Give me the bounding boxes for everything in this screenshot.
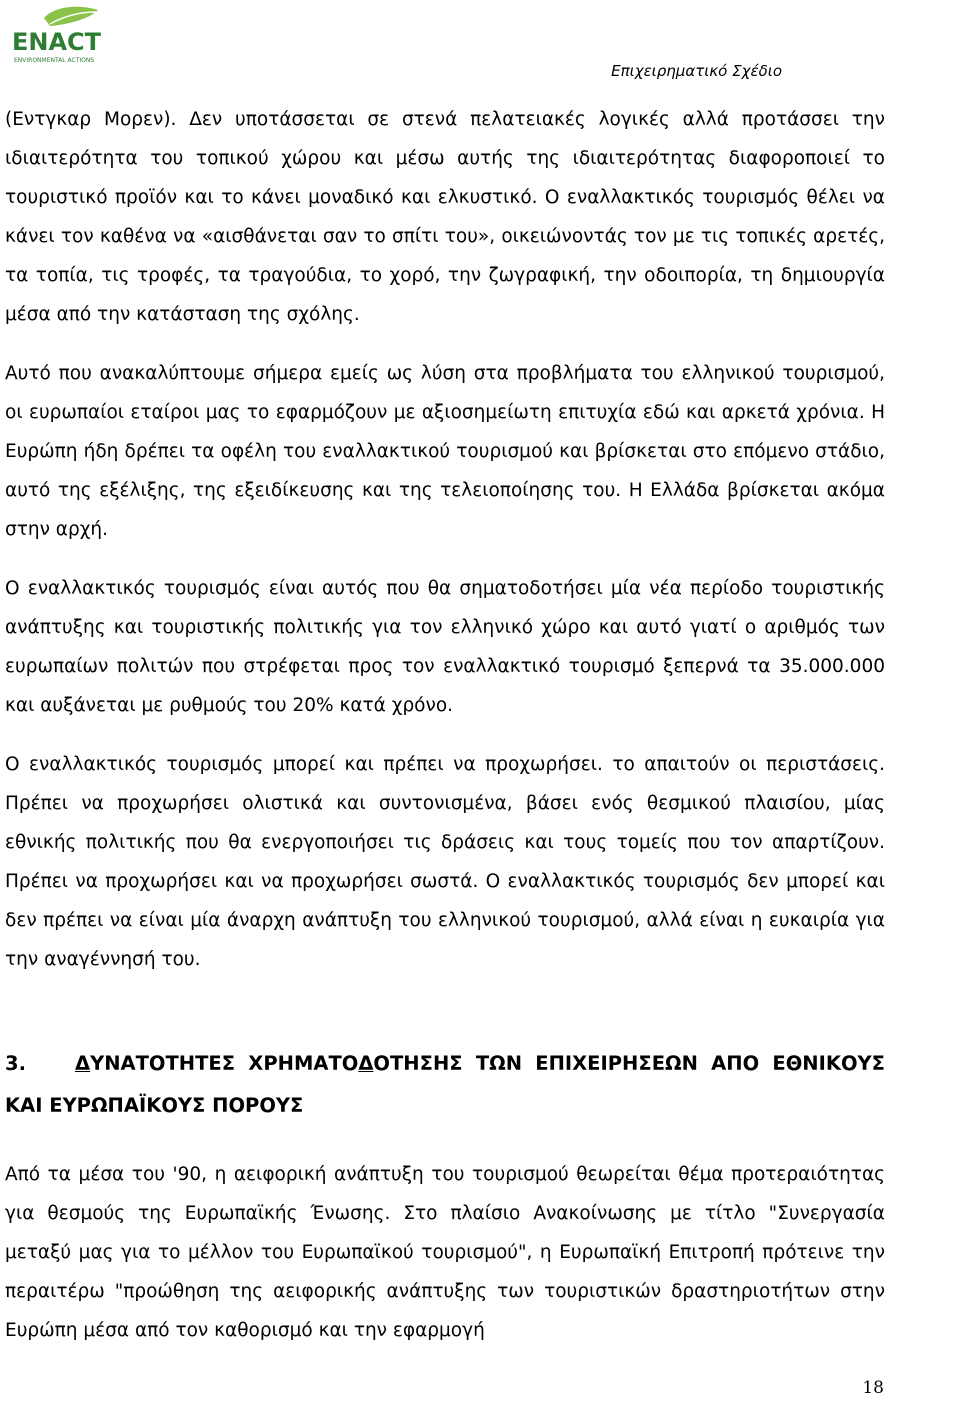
enact-logo [10,4,106,66]
paragraph-3: Ο εναλλακτικός τουρισμός είναι αυτός που θα σηματοδοτήσει μία νέα περίοδο τουριστικής ανάπτυξης και τουριστικής πολιτικής για τον ελληνικό χώρο και αυτό γιατί ο αριθμός των ευρωπαίων πολιτών που στρέφεται προς τον εναλλακτικό τουρισμό ξεπερνά τα 35.000.000 και αυξάνεται με ρυθμούς του 20% κατά χρόνο. [5,578,885,716]
paragraph-2: Αυτό που ανακαλύπτουμε σήμερα εμείς ως λύση στα προβλήματα του ελληνικού τουρισμού, οι ευρωπαίοι εταίροι μας το εφαρμόζουν με αξιοσημείωτη επιτυχία εδώ και αρκετά χρόνια. Η Ευρώπη ήδη δρέπει τα οφέλη του εναλλακτικού τουρισμού και βρίσκεται στο επόμενο στάδιο, αυτό της εξέλιξης, της εξειδίκευσης και της τελειοποίησης του. Η Ελλάδα βρίσκεται ακόμα στην αρχή. [5,363,885,540]
section-heading: 3. ΔΥΝΑΤΟΤΗΤΕΣ ΧΡΗΜΑΤΟΔΟΤΗΣΗΣ ΤΩΝ ΕΠΙΧΕΙΡΗΣΕΩΝ ΑΠΟ ΕΘΝΙΚΟΥΣ ΚΑΙ ΕΥΡΩΠΑΪΚΟΥΣ ΠΟΡΟΥΣ [5,1043,885,1127]
section-paragraph: Από τα μέσα του '90, η αειφορική ανάπτυξη του τουρισμού θεωρείται θέμα προτεραιότητας για θεσμούς της Ευρωπαϊκής Ένωσης. Στο πλαίσιο Ανακοίνωσης με τίτλο "Συνεργασία μεταξύ μας για το μέλλον του Ευρωπαϊκού τουρισμού", η Ευρωπαϊκή Επιτροπή πρότεινε την περαιτέρω "προώθηση της αειφορικής ανάπτυξης των τουριστικών δραστηριοτήτων στην Ευρώπη μέσα από τον καθορισμό και την εφαρμογή [5,1164,885,1341]
enact-logo-graphic [10,4,106,66]
paragraph-4: Ο εναλλακτικός τουρισμός μπορεί και πρέπει να προχωρήσει. το απαιτούν οι περιστάσεις. Πρέπει να προχωρήσει ολιστικά και συντονισμένα, βάσει ενός θεσμικού πλαισίου, μίας εθνικής πολιτικής που θα ενεργοποιήσει τις δράσεις και τους τομείς που τον απαρτίζουν. Πρέπει να προχωρήσει και να προχωρήσει σωστά. Ο εναλλακτικός τουρισμός δεν μπορεί και δεν πρέπει να είναι μία άναρχη ανάπτυξη του ελληνικού τουρισμού, αλλά είναι η ευκαιρία για την αναγέννησή του. [5,754,885,970]
page-number: 18 [862,1378,884,1398]
document-title: Επιχειρηματικό Σχέδιο [611,62,782,80]
section-number: 3. [5,1052,26,1075]
document-body [5,100,885,1350]
paragraph-1: (Εντγκαρ Μορεν). Δεν υποτάσσεται σε στενά πελατειακές λογικές αλλά προτάσσει την ιδιαιτερότητα του τοπικού χώρου και μέσω αυτής της ιδιαιτερότητας διαφοροποιεί το τουριστικό προϊόν και το κάνει μοναδικό και ελκυστικό. Ο εναλλακτικός τουρισμός θέλει να κάνει τον καθένα να «αισθάνεται σαν το σπίτι του», οικειώνοντάς τον με τις τοπικές αρετές, τα τοπία, τις τροφές, τα τραγούδια, το χορό, την ζωγραφική, την οδοιπορία, τη δημιουργία μέσα από την κατάσταση της σχόλης. [5,109,885,325]
logo-wordmark: ENACT [12,28,102,56]
logo-subtext: ENVIRONMENTAL ACTIONS [14,57,95,64]
